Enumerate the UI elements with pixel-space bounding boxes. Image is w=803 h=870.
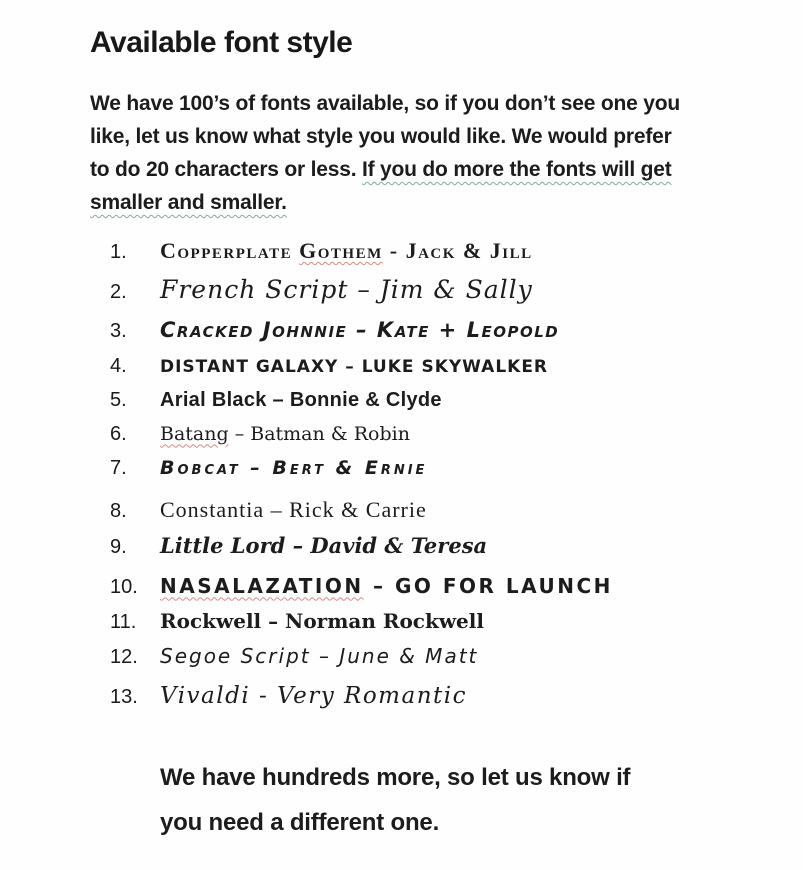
list-item-number: 2. [110, 281, 127, 303]
page-title: Available font style [90, 26, 353, 59]
list-item-number: 6. [110, 423, 127, 446]
font-sample-segoe-script [160, 644, 478, 669]
font-sample-cracked-johnnie [160, 317, 559, 343]
list-item-number: 3. [110, 320, 127, 343]
list-item [110, 317, 763, 344]
list-item [110, 274, 763, 305]
sample-text: Bobcat – Bert & Ernie [160, 457, 428, 480]
list-item [110, 644, 763, 670]
list-item-number: 12. [110, 646, 138, 669]
intro-line-2: like, let us know what style you would like. We would prefer [90, 125, 672, 148]
list-item [110, 533, 763, 560]
sample-text: – GO FOR LAUNCH [363, 574, 613, 599]
font-style-list [110, 237, 763, 711]
font-sample-little-lord [160, 533, 487, 559]
footer-line-1: We have hundreds more, so let us know if [160, 764, 631, 791]
list-item-number: 10. [110, 576, 138, 599]
list-item-number: 8. [110, 500, 127, 523]
font-sample-french-script [160, 274, 533, 305]
font-sample-copperplate [160, 237, 533, 265]
list-item [110, 496, 763, 524]
list-item-number: 11. [110, 611, 137, 634]
list-item [110, 422, 763, 447]
font-sample-bobcat [160, 457, 427, 481]
sample-text: Constantia – Rick & Carrie [160, 497, 427, 523]
list-item-number: 5. [110, 389, 127, 412]
footer-note [160, 755, 763, 845]
sample-text: Little Lord – David & Teresa [160, 533, 488, 559]
grammar-underlined-text: If you do more the fonts will get [362, 158, 672, 181]
sample-text: Rockwell – Norman Rockwell [160, 609, 484, 634]
sample-text: DISTANT GALAXY – LUKE SKYWALKER [160, 357, 549, 378]
font-sample-arial-black [160, 388, 442, 413]
misspelled-word: Gothem [299, 238, 383, 263]
sample-text: Arial Black – Bonnie & Clyde [160, 389, 442, 412]
list-item-number: 1. [110, 241, 127, 263]
list-item [110, 682, 763, 711]
intro-line-3-normal: to do 20 characters or less. [90, 158, 362, 181]
sample-text: Cracked Johnnie – Kate + Leopold [160, 318, 560, 343]
sample-text: Vivaldi - Very Romantic [160, 683, 467, 710]
font-sample-batang [160, 423, 410, 447]
font-sample-nasalazation [160, 574, 613, 599]
list-item-number: 4. [110, 355, 127, 378]
sample-text: - Jack & Jill [382, 238, 533, 263]
footer-line-2: you need a different one. [160, 809, 440, 836]
list-item-number: 13. [110, 686, 138, 709]
intro-paragraph [90, 87, 763, 219]
font-sample-constantia [160, 496, 427, 524]
misspelled-word: NASALAZATION [160, 574, 364, 599]
sample-text: Segoe Script – June & Matt [160, 644, 479, 669]
font-sample-vivaldi [160, 682, 467, 711]
sample-text: – Batman & Robin [228, 423, 410, 446]
intro-line-1: We have 100’s of fonts available, so if you don’t see one you [90, 92, 680, 115]
sample-text: Copperplate [160, 238, 300, 263]
font-sample-distant-galaxy [160, 357, 548, 378]
sample-text: French Script – Jim & Sally [160, 275, 533, 304]
font-sample-rockwell [160, 609, 484, 634]
list-item-number: 9. [110, 536, 127, 559]
list-item [110, 354, 763, 379]
list-item-number: 7. [110, 457, 127, 480]
intro-line-3 [90, 153, 763, 186]
list-item [110, 609, 763, 635]
intro-line-4 [90, 186, 763, 219]
list-item [110, 456, 763, 481]
misspelled-word: Batang [160, 423, 229, 446]
list-item [110, 388, 763, 413]
grammar-underlined-text: smaller and smaller. [90, 191, 287, 214]
list-item [110, 237, 763, 265]
list-item [110, 574, 763, 600]
